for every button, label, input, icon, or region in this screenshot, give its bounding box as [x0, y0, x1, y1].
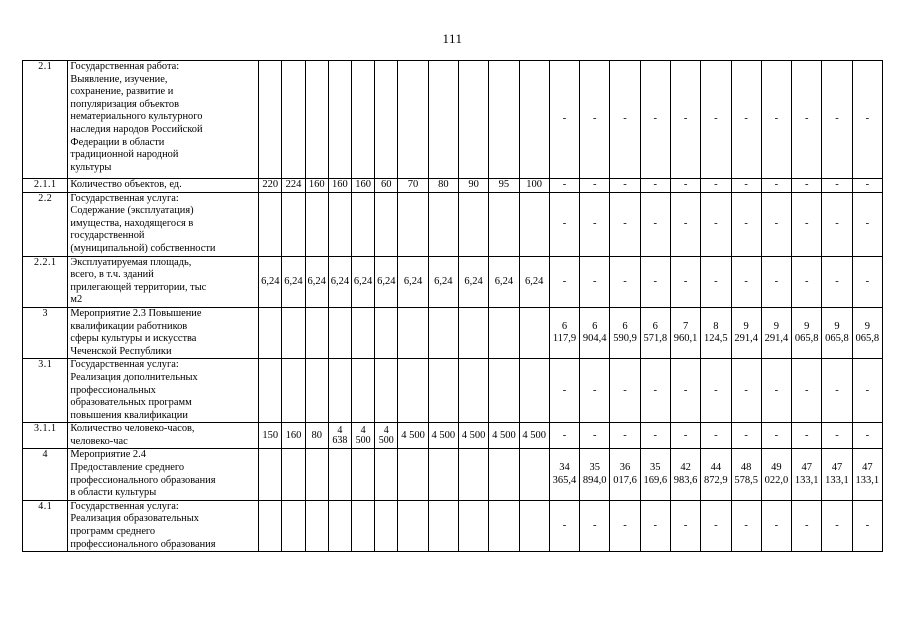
funding-value-cell: 6 590,9 [610, 307, 640, 358]
indicator-value-cell [398, 192, 428, 256]
row-number: 3.1 [23, 359, 68, 423]
funding-value-cell: - [731, 359, 761, 423]
funding-value-cell: - [701, 256, 731, 307]
indicator-value-cell: 6,24 [375, 256, 398, 307]
funding-value-cell: - [610, 359, 640, 423]
funding-value-cell: - [580, 423, 610, 449]
funding-value-cell: - [822, 359, 852, 423]
indicator-value-cell: 6,24 [282, 256, 305, 307]
table-row [23, 307, 883, 358]
indicator-value-cell [328, 307, 351, 358]
funding-value-cell: - [852, 61, 882, 179]
funding-value-cell: - [580, 61, 610, 179]
funding-value-cell: - [761, 500, 791, 551]
indicator-value-cell [519, 449, 549, 500]
indicator-value-cell [352, 359, 375, 423]
funding-value-cell: - [731, 256, 761, 307]
indicator-value-cell [519, 359, 549, 423]
indicator-value-cell: 80 [428, 179, 458, 193]
row-number: 2.2.1 [23, 256, 68, 307]
indicator-value-cell: 4 500 [398, 423, 428, 449]
funding-value-cell: - [852, 359, 882, 423]
indicator-value-cell: 160 [328, 179, 351, 193]
indicator-value-cell [375, 307, 398, 358]
funding-value-cell: - [701, 61, 731, 179]
funding-value-cell: 47 133,1 [852, 449, 882, 500]
row-number: 3 [23, 307, 68, 358]
indicator-value-cell [328, 359, 351, 423]
funding-value-cell: - [610, 423, 640, 449]
row-name: Мероприятие 2.3 Повышение квалификации работников сферы культуры и искусства Чеченской Республики [68, 307, 259, 358]
indicator-value-cell [458, 359, 488, 423]
indicator-value-cell: 4 500 [489, 423, 519, 449]
funding-value-cell: - [549, 256, 579, 307]
indicator-value-cell: 4 500 [428, 423, 458, 449]
indicator-value-cell [398, 61, 428, 179]
funding-value-cell: 6 117,9 [549, 307, 579, 358]
funding-value-cell: - [761, 192, 791, 256]
indicator-value-cell [305, 500, 328, 551]
indicator-value-cell: 220 [259, 179, 282, 193]
funding-value-cell: 9 291,4 [731, 307, 761, 358]
indicator-value-cell: 6,24 [519, 256, 549, 307]
indicator-value-cell: 6,24 [458, 256, 488, 307]
indicator-value-cell [282, 307, 305, 358]
indicator-value-cell: 80 [305, 423, 328, 449]
indicator-value-cell [428, 359, 458, 423]
funding-value-cell: - [761, 423, 791, 449]
indicator-value-cell [428, 192, 458, 256]
row-number: 4 [23, 449, 68, 500]
table-row [23, 192, 883, 256]
funding-value-cell: - [761, 359, 791, 423]
indicator-value-cell [398, 307, 428, 358]
indicator-value-cell: 60 [375, 179, 398, 193]
indicator-value-cell [352, 192, 375, 256]
funding-value-cell: - [731, 192, 761, 256]
indicator-value-cell: 4 638 [328, 423, 351, 449]
indicator-value-cell: 224 [282, 179, 305, 193]
funding-value-cell: - [549, 500, 579, 551]
indicator-value-cell [259, 500, 282, 551]
funding-value-cell: - [670, 192, 700, 256]
row-name: Количество объектов, ед. [68, 179, 259, 193]
indicator-value-cell [305, 359, 328, 423]
funding-value-cell: - [580, 500, 610, 551]
indicator-value-cell: 70 [398, 179, 428, 193]
funding-value-cell: - [670, 500, 700, 551]
table-row [23, 423, 883, 449]
indicator-value-cell [375, 359, 398, 423]
funding-value-cell: - [549, 192, 579, 256]
funding-value-cell: - [701, 359, 731, 423]
funding-value-cell: 6 571,8 [640, 307, 670, 358]
funding-value-cell: - [822, 423, 852, 449]
indicator-value-cell [375, 192, 398, 256]
funding-value-cell: - [670, 256, 700, 307]
page-number: 111 [442, 31, 463, 46]
funding-value-cell: 9 065,8 [822, 307, 852, 358]
indicator-value-cell [375, 61, 398, 179]
indicator-value-cell: 150 [259, 423, 282, 449]
indicator-value-cell [519, 192, 549, 256]
indicator-value-cell [305, 307, 328, 358]
indicator-value-cell [305, 192, 328, 256]
funding-value-cell: - [640, 61, 670, 179]
funding-value-cell: 48 578,5 [731, 449, 761, 500]
funding-value-cell: - [731, 179, 761, 193]
indicator-value-cell [375, 449, 398, 500]
funding-value-cell: - [640, 256, 670, 307]
funding-value-cell: - [822, 256, 852, 307]
indicator-value-cell [259, 359, 282, 423]
indicator-value-cell: 4 500 [458, 423, 488, 449]
funding-value-cell: - [580, 256, 610, 307]
indicator-value-cell [489, 307, 519, 358]
indicator-value-cell [259, 449, 282, 500]
indicator-value-cell [489, 192, 519, 256]
indicator-value-cell: 6,24 [489, 256, 519, 307]
table-row [23, 61, 883, 179]
funding-value-cell: - [610, 256, 640, 307]
row-name: Количество человеко-часов, человеко-час [68, 423, 259, 449]
funding-value-cell: - [670, 179, 700, 193]
funding-value-cell: - [731, 500, 761, 551]
indicator-value-cell [458, 449, 488, 500]
indicator-value-cell [458, 192, 488, 256]
funding-value-cell: - [852, 256, 882, 307]
funding-value-cell: 34 365,4 [549, 449, 579, 500]
indicator-value-cell: 6,24 [398, 256, 428, 307]
funding-value-cell: - [549, 61, 579, 179]
indicator-value-cell [519, 307, 549, 358]
funding-value-cell: - [670, 359, 700, 423]
funding-value-cell: - [640, 423, 670, 449]
indicator-value-cell [428, 449, 458, 500]
row-number: 2.1.1 [23, 179, 68, 193]
indicator-value-cell [458, 307, 488, 358]
indicator-value-cell [282, 359, 305, 423]
indicator-value-cell [282, 449, 305, 500]
row-number: 4.1 [23, 500, 68, 551]
indicator-value-cell: 4 500 [375, 423, 398, 449]
indicator-value-cell [428, 61, 458, 179]
row-number: 2.1 [23, 61, 68, 179]
table-row [23, 179, 883, 193]
indicator-value-cell: 6,24 [305, 256, 328, 307]
funding-value-cell: - [670, 61, 700, 179]
funding-value-cell: - [852, 179, 882, 193]
funding-value-cell: - [640, 179, 670, 193]
indicator-value-cell: 160 [352, 179, 375, 193]
row-name: Государственная услуга: Реализация дополнительных профессиональных образовательных программ повышения квалификации [68, 359, 259, 423]
indicator-value-cell [328, 449, 351, 500]
indicator-value-cell [398, 359, 428, 423]
funding-value-cell: - [610, 500, 640, 551]
indicator-value-cell [328, 500, 351, 551]
funding-value-cell: - [761, 256, 791, 307]
funding-value-cell: 9 065,8 [852, 307, 882, 358]
funding-value-cell: - [640, 500, 670, 551]
funding-value-cell: - [792, 423, 822, 449]
funding-value-cell: - [701, 179, 731, 193]
funding-value-cell: - [792, 500, 822, 551]
funding-value-cell: - [792, 192, 822, 256]
row-number: 3.1.1 [23, 423, 68, 449]
funding-value-cell: - [852, 500, 882, 551]
indicator-value-cell [259, 307, 282, 358]
indicator-value-cell [489, 500, 519, 551]
indicator-value-cell [305, 61, 328, 179]
row-name: Государственная услуга: Содержание (эксплуатация) имущества, находящегося в государственной (муниципальной) собственности [68, 192, 259, 256]
indicator-value-cell [305, 449, 328, 500]
funding-value-cell: - [822, 500, 852, 551]
row-name: Эксплуатируемая площадь, всего, в т.ч. зданий прилегающей территории, тыс м2 [68, 256, 259, 307]
indicator-value-cell: 6,24 [259, 256, 282, 307]
indicator-value-cell [328, 192, 351, 256]
indicator-value-cell [352, 449, 375, 500]
funding-value-cell: - [580, 192, 610, 256]
indicator-value-cell [352, 500, 375, 551]
indicator-value-cell [282, 500, 305, 551]
table-row [23, 500, 883, 551]
funding-value-cell: - [701, 192, 731, 256]
indicator-value-cell: 95 [489, 179, 519, 193]
table-row [23, 256, 883, 307]
table-row [23, 359, 883, 423]
funding-value-cell: - [640, 192, 670, 256]
funding-value-cell: - [549, 179, 579, 193]
funding-value-cell: - [792, 179, 822, 193]
funding-value-cell: - [580, 179, 610, 193]
funding-value-cell: 47 133,1 [822, 449, 852, 500]
funding-value-cell: - [822, 179, 852, 193]
funding-value-cell: - [549, 423, 579, 449]
funding-value-cell: - [852, 192, 882, 256]
indicator-value-cell: 90 [458, 179, 488, 193]
indicator-value-cell: 100 [519, 179, 549, 193]
funding-value-cell: 36 017,6 [610, 449, 640, 500]
funding-value-cell: - [610, 179, 640, 193]
funding-value-cell: - [731, 61, 761, 179]
funding-value-cell: 35 169,6 [640, 449, 670, 500]
row-name: Государственная услуга: Реализация образовательных программ среднего профессионального образования [68, 500, 259, 551]
funding-value-cell: - [670, 423, 700, 449]
funding-value-cell: - [701, 500, 731, 551]
funding-value-cell: 42 983,6 [670, 449, 700, 500]
funding-value-cell: - [610, 61, 640, 179]
row-name: Мероприятие 2.4 Предоставление среднего профессионального образования в области культуры [68, 449, 259, 500]
funding-value-cell: - [610, 192, 640, 256]
indicator-value-cell: 4 500 [352, 423, 375, 449]
indicator-value-cell [458, 500, 488, 551]
funding-value-cell: 6 904,4 [580, 307, 610, 358]
indicator-value-cell [428, 500, 458, 551]
funding-value-cell: - [731, 423, 761, 449]
indicator-value-cell: 4 500 [519, 423, 549, 449]
funding-value-cell: 7 960,1 [670, 307, 700, 358]
row-number: 2.2 [23, 192, 68, 256]
indicator-value-cell [398, 449, 428, 500]
indicator-value-cell: 6,24 [428, 256, 458, 307]
funding-value-cell: - [822, 61, 852, 179]
funding-value-cell: - [792, 359, 822, 423]
indicator-value-cell [519, 61, 549, 179]
row-name: Государственная работа: Выявление, изучение, сохранение, развитие и популяризация объектов нематериального культурного наследия народов Российской Федерации в области традиционной народной культуры [68, 61, 259, 179]
indicator-value-cell [352, 307, 375, 358]
indicator-value-cell: 160 [282, 423, 305, 449]
indicator-value-cell: 6,24 [328, 256, 351, 307]
funding-value-cell: - [792, 256, 822, 307]
indicators-table [22, 60, 883, 552]
indicator-value-cell [398, 500, 428, 551]
funding-value-cell: 44 872,9 [701, 449, 731, 500]
indicator-value-cell [489, 359, 519, 423]
indicator-value-cell [489, 61, 519, 179]
funding-value-cell: 9 065,8 [792, 307, 822, 358]
funding-value-cell: 35 894,0 [580, 449, 610, 500]
funding-value-cell: - [761, 61, 791, 179]
indicator-value-cell [259, 192, 282, 256]
indicator-value-cell [352, 61, 375, 179]
indicator-value-cell [458, 61, 488, 179]
funding-value-cell: 9 291,4 [761, 307, 791, 358]
indicator-value-cell [428, 307, 458, 358]
funding-value-cell: - [761, 179, 791, 193]
indicator-value-cell [489, 449, 519, 500]
funding-value-cell: - [580, 359, 610, 423]
funding-value-cell: 47 133,1 [792, 449, 822, 500]
indicator-value-cell [328, 61, 351, 179]
indicator-value-cell [375, 500, 398, 551]
funding-value-cell: - [852, 423, 882, 449]
table-row [23, 449, 883, 500]
indicator-value-cell: 160 [305, 179, 328, 193]
funding-value-cell: 49 022,0 [761, 449, 791, 500]
funding-value-cell: 8 124,5 [701, 307, 731, 358]
funding-value-cell: - [792, 61, 822, 179]
indicator-value-cell [259, 61, 282, 179]
indicator-value-cell: 6,24 [352, 256, 375, 307]
indicator-value-cell [282, 192, 305, 256]
indicator-value-cell [519, 500, 549, 551]
funding-value-cell: - [549, 359, 579, 423]
funding-value-cell: - [701, 423, 731, 449]
indicator-value-cell [282, 61, 305, 179]
funding-value-cell: - [822, 192, 852, 256]
funding-value-cell: - [640, 359, 670, 423]
